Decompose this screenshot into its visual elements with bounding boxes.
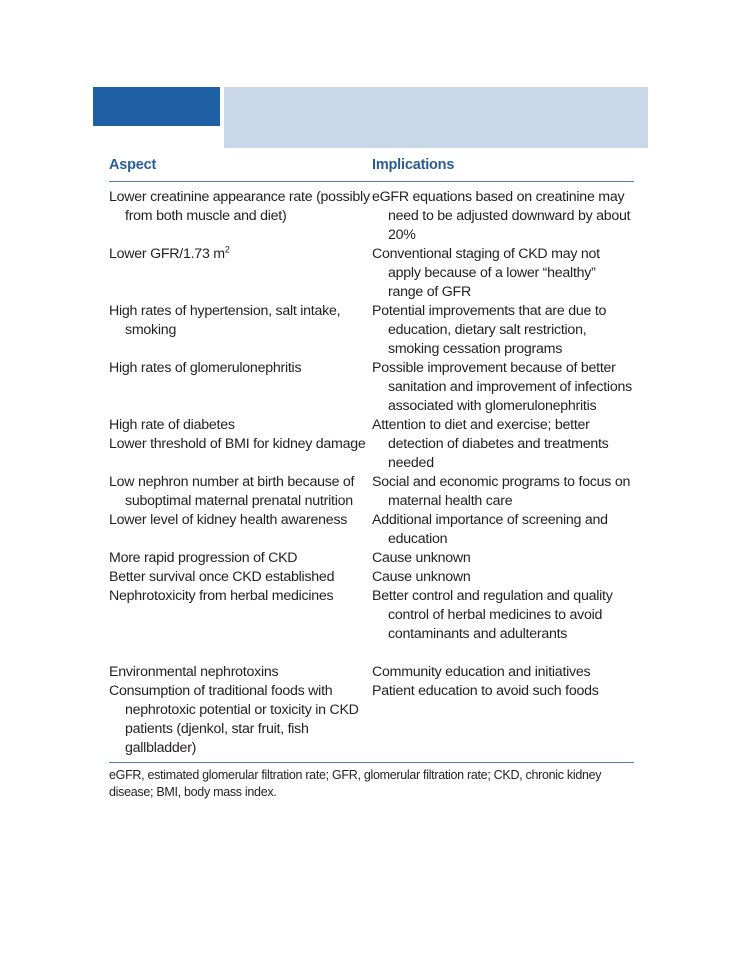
implications-text: Possible improvement because of better sanitation and improvement of infections associated with glomerulonephritis (372, 360, 632, 414)
implications-cell (372, 188, 634, 245)
implications-cell (372, 359, 634, 416)
table-row (109, 416, 634, 473)
table-body (109, 182, 634, 758)
implications-text: Conventional staging of CKD may not apply because of a lower “healthy” range of GFR (372, 246, 600, 300)
table-header-bar-light (224, 87, 648, 148)
implications-cell (372, 473, 634, 511)
superscript: 2 (224, 244, 230, 255)
aspect-cell (109, 663, 372, 682)
table-row (109, 511, 634, 549)
implications-text: Cause unknown (372, 569, 471, 585)
implications-cell (372, 663, 634, 682)
table-row (109, 568, 634, 587)
implications-text: Potential improvements that are due to education, dietary salt restriction, smoking cessation programs (372, 303, 607, 357)
data-table (109, 150, 634, 800)
implications-cell (372, 549, 634, 568)
aspect-text: High rates of hypertension, salt intake, smoking (109, 303, 341, 338)
aspect-cell (109, 549, 372, 568)
implications-cell (372, 511, 634, 549)
implications-text: Better control and regulation and quality control of herbal medicines to avoid contaminants and adulterants (372, 588, 613, 642)
implications-cell (372, 682, 634, 758)
aspect-cell (109, 473, 372, 511)
table-row (109, 663, 634, 682)
aspect-text: Low nephron number at birth because of suboptimal maternal prenatal nutrition (109, 474, 355, 509)
aspect-cell (109, 682, 372, 758)
aspect-text: More rapid progression of CKD (109, 550, 298, 566)
aspect-cell (109, 568, 372, 587)
table-row (109, 549, 634, 568)
table-row (109, 302, 634, 359)
table-row (109, 587, 634, 663)
table-head (109, 150, 634, 182)
aspect-text: Lower GFR/1.73 $m^2$ (109, 244, 230, 262)
aspect-text: Lower level of kidney health awareness (109, 512, 348, 528)
implications-cell (372, 245, 634, 302)
aspect-text: High rate of diabetes (109, 417, 235, 433)
implications-cell (372, 416, 634, 473)
implications-text: Attention to diet and exercise; better detection of diabetes and treatments needed (372, 417, 609, 471)
implications-cell (372, 302, 634, 359)
aspect-cell (109, 359, 372, 416)
aspect-text: High rates of glomerulonephritis (109, 360, 302, 376)
aspect-text: Lower threshold of BMI for kidney damage (109, 436, 366, 452)
aspect-cell (109, 511, 372, 549)
implications-text: Additional importance of screening and education (372, 512, 608, 547)
aspect-text: Better survival once CKD established (109, 569, 335, 585)
aspect-cell (109, 587, 372, 644)
column-header-aspect: Aspect (109, 157, 157, 173)
column-header-implications: Implications (372, 157, 455, 173)
aspect-text: Environmental nephrotoxins (109, 664, 279, 680)
table-row (109, 245, 634, 302)
aspect-text: Lower creatinine appearance rate (possibly from both muscle and diet) (109, 189, 370, 224)
implications-text: Social and economic programs to focus on maternal health care (372, 474, 631, 509)
implications-cell (372, 587, 634, 644)
aspect-text: Consumption of traditional foods with nephrotoxic potential or toxicity in CKD patients (djenkol, star fruit, fish gallbladder) (109, 683, 359, 756)
implications-text: Cause unknown (372, 550, 471, 566)
table-row (109, 359, 634, 416)
aspect-cell (109, 416, 372, 473)
implications-text: Patient education to avoid such foods (372, 683, 599, 699)
table-header-bar-dark (93, 87, 220, 126)
table-row (109, 188, 634, 245)
implications-cell (372, 568, 634, 587)
aspect-cell (109, 188, 372, 245)
table-footnote: eGFR, estimated glomerular filtration rate; GFR, glomerular filtration rate; CKD, chronic kidney disease; BMI, body mass index. (109, 762, 634, 800)
implications-text: eGFR equations based on creatinine may need to be adjusted downward by about 20% (372, 189, 631, 243)
implications-text: Community education and initiatives (372, 664, 591, 680)
aspect-cell (109, 245, 372, 302)
table-row (109, 473, 634, 511)
aspect-text: Nephrotoxicity from herbal medicines (109, 588, 334, 604)
table-row (109, 682, 634, 758)
aspect-cell (109, 302, 372, 359)
